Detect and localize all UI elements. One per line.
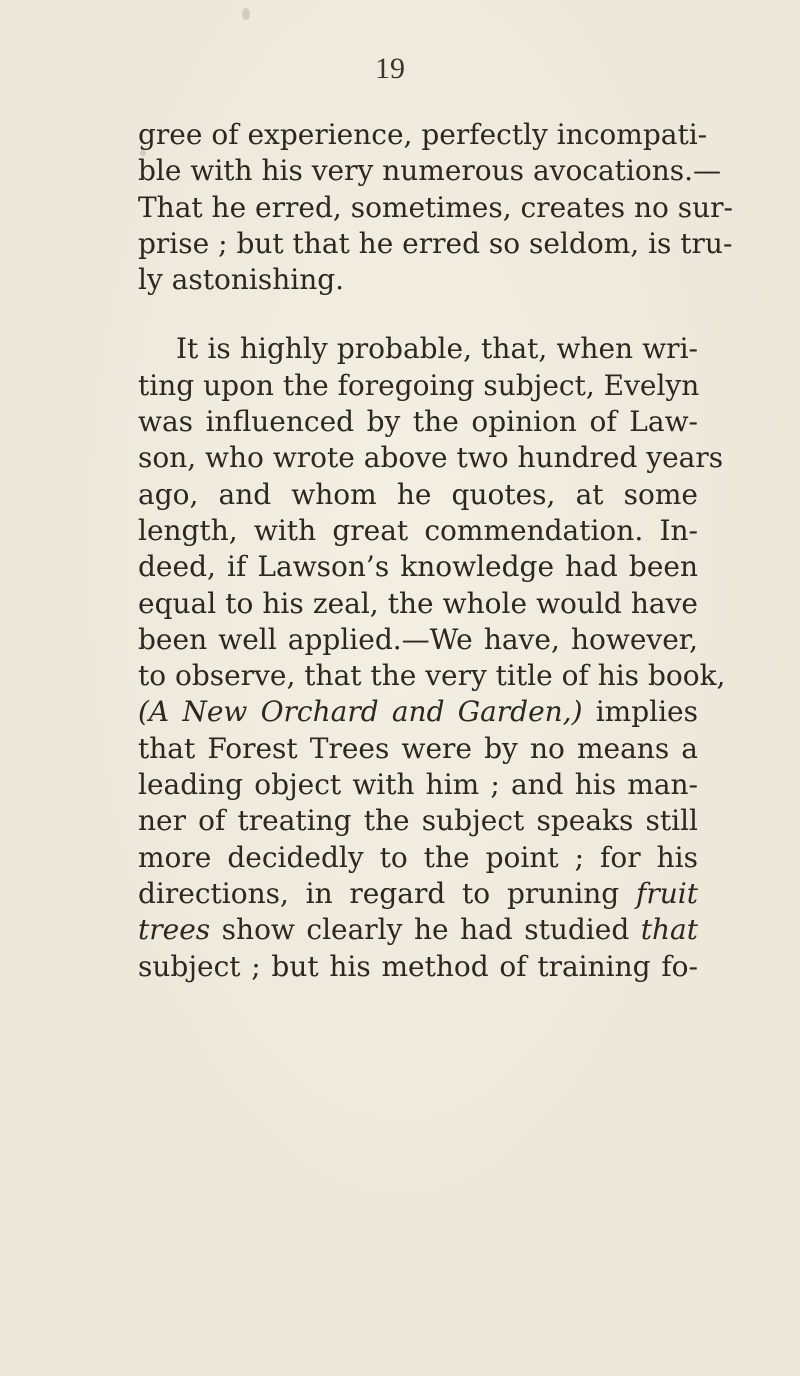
text-line: was influenced by the opinion of Law- [138,405,698,439]
italic-word: that [640,913,698,947]
text-line [138,694,698,730]
book-title-italic: (A New Orchard and Garden,) [138,695,583,729]
body-text [138,117,733,985]
text-line: been well applied.—We have, however, [138,622,698,656]
text-line: ner of treating the subject speaks still [138,804,698,838]
text-line: ting upon the foregoing subject, Evelyn [138,368,700,402]
text-line: that Forest Trees were by no means a [138,731,698,765]
text-run: show clearly he had studied [210,913,641,947]
text-line: equal to his zeal, the whole would have [138,586,698,620]
text-line: more decidedly to the point ; for his [138,840,698,874]
text-line: length, with great commendation. In- [138,513,698,547]
paragraph-1 [138,117,733,298]
paragraph-2 [138,331,726,984]
italic-word: trees [138,913,211,947]
text-line: to observe, that the very title of his book, [138,659,726,693]
text-line: ly astonishing. [138,263,345,297]
ink-spot [242,8,250,20]
text-run: implies [582,695,698,729]
page-number: 19 [375,52,405,85]
text-line: subject ; but his method of training fo- [138,949,698,983]
text-run: directions, in regard to pruning [138,876,636,910]
text-line: ago, and whom he quotes, at some [138,477,698,511]
text-line [138,912,698,948]
text-line: leading object with him ; and his man- [138,768,698,802]
text-line: That he erred, sometimes, creates no sur- [138,190,733,224]
text-line: son, who wrote above two hundred years [138,441,724,475]
text-line: prise ; but that he erred so seldom, is tru- [138,226,733,260]
paragraph-gap [138,298,698,331]
text-line: ble with his very numerous avocations.— [138,154,722,188]
italic-word: fruit [636,876,698,910]
text-line: deed, if Lawson’s knowledge had been [138,550,698,584]
text-line: It is highly probable, that, when wri- [176,332,698,366]
text-line [138,876,698,912]
text-line: gree of experience, perfectly incompati- [138,118,708,151]
